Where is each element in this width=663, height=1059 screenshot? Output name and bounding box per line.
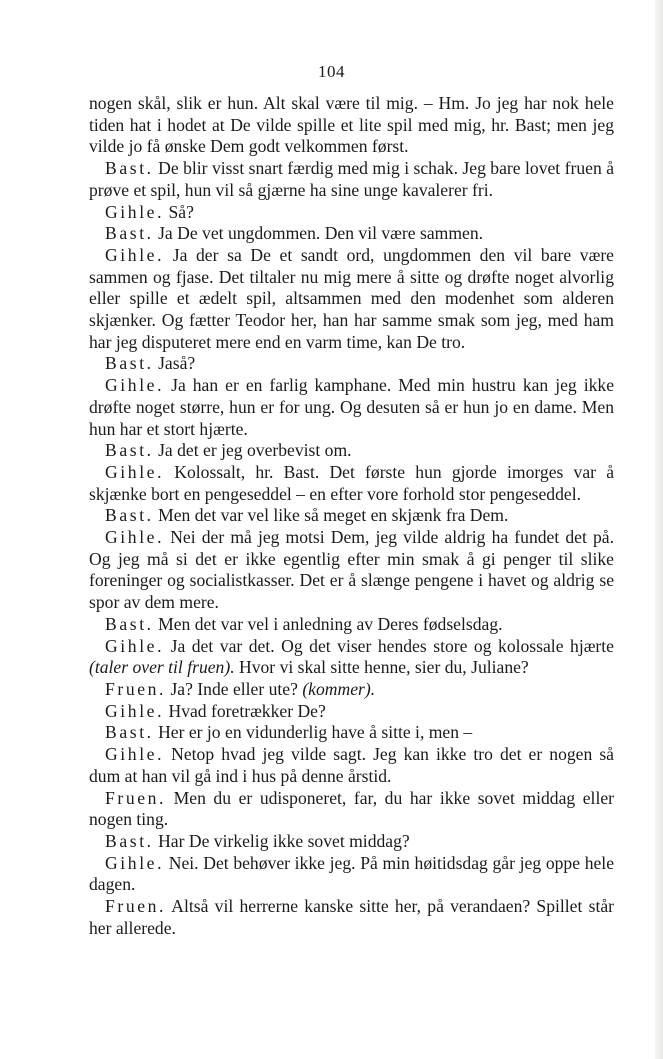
speaker-name: Bast. bbox=[105, 223, 154, 244]
speech-text: Ja der sa De et sandt ord, ungdommen den vil bare være sammen og fjase. Det tiltaler nu mig mere å sitte og drøfte noget alvorlig eller spille et ædelt spil, altsammen med den modenhet som alderen skjænker. Og fætter Teodor her, han har samme smak som jeg, med ham har jeg disputeret mere end en varm time, kan De tro. bbox=[89, 244, 614, 352]
speech-text: Men du er udisponeret, far, du har ikke sovet middag eller nogen ting. bbox=[89, 787, 614, 830]
dialogue-paragraph bbox=[89, 202, 614, 224]
page-edge-shadow bbox=[655, 0, 663, 1059]
dialogue-paragraph bbox=[89, 505, 614, 527]
dialogue-paragraph bbox=[89, 462, 614, 505]
speech-text: nogen skål, slik er hun. Alt skal være til mig. – Hm. Jo jeg har nok hele tiden hat i hodet at De vilde spille et lite spil med mig, hr. Bast; men jeg vilde jo få ønske Dem godt velkommen først. bbox=[89, 93, 614, 157]
dialogue-paragraph bbox=[89, 614, 614, 636]
speaker-name: Gihle. bbox=[105, 744, 165, 765]
speaker-name: Gihle. bbox=[105, 244, 165, 265]
dialogue-paragraph bbox=[89, 158, 614, 201]
speech-text: Jaså? bbox=[153, 353, 196, 374]
speech-text: Så? bbox=[164, 201, 194, 222]
speaker-name: Gihle. bbox=[105, 375, 165, 396]
dialogue-paragraph bbox=[89, 245, 614, 354]
speaker-name: Gihle. bbox=[105, 635, 165, 656]
dialogue-paragraph bbox=[89, 722, 614, 744]
speaker-name: Gihle. bbox=[105, 461, 165, 482]
speech-text: Ja det er jeg overbevist om. bbox=[153, 440, 352, 461]
speech-text: Altså vil herrerne kanske sitte her, på verandaen? Spillet står her allerede. bbox=[89, 896, 614, 938]
speaker-name: Gihle. bbox=[105, 700, 165, 721]
speech-text: Ja De vet ungdommen. Den vil være sammen. bbox=[153, 223, 484, 244]
speech-text: Har De virkelig ikke sovet middag? bbox=[153, 830, 410, 851]
dialogue-paragraph bbox=[89, 701, 614, 723]
speech-text: Ja han er en farlig kamphane. Med min hustru kan jeg ikke drøfte noget større, hun er for ung. Og desuten så er hun jo en dame. Men hun har et stort hjærte. bbox=[89, 375, 614, 439]
speech-text: De blir visst snart færdig med mig i schak. Jeg bare lovet fruen å prøve et spil, hun vil så gjærne ha sine unge kavalerer fri. bbox=[89, 158, 614, 200]
dialogue-paragraph bbox=[89, 223, 614, 245]
speaker-name: Bast. bbox=[105, 722, 154, 743]
speech-text: Men det var vel i anledning av Deres fødselsdag. bbox=[153, 613, 503, 634]
speech-text: Nei der må jeg motsi Dem, jeg vilde aldrig ha fundet det på. Og jeg må si det er ikke egentlig efter min smak å gi penger til slike foreninger og socialistkasser. Det er å slænge pengene i havet og aldrig se spor av dem mere. bbox=[89, 527, 614, 613]
speaker-name: Bast. bbox=[105, 830, 154, 851]
dialogue-paragraph bbox=[89, 375, 614, 440]
speaker-name: Gihle. bbox=[105, 201, 165, 222]
dialogue-paragraph bbox=[89, 353, 614, 375]
speech-text: Ja det var det. Og det viser hendes store og kolossale hjærte bbox=[164, 635, 614, 656]
speech-text: Hvor vi skal sitte henne, sier du, Juliane? bbox=[234, 657, 529, 678]
speaker-name: Fruen. bbox=[105, 896, 167, 917]
dialogue-paragraph bbox=[89, 853, 614, 896]
speaker-name: Bast. bbox=[105, 158, 154, 179]
speech-text: Kolossalt, hr. Bast. Det første hun gjorde imorges var å skjænke bort en pengeseddel – en efter vore forhold stor pengeseddel. bbox=[89, 461, 614, 504]
speaker-name: Bast. bbox=[105, 613, 154, 634]
speech-text: Netop hvad jeg vilde sagt. Jeg kan ikke tro det er nogen så dum at han vil gå ind i hus på denne årstid. bbox=[89, 744, 614, 786]
speaker-name: Fruen. bbox=[105, 787, 167, 808]
speech-text: Hvad foretrækker De? bbox=[164, 700, 326, 721]
dialogue-paragraph bbox=[89, 896, 614, 939]
speaker-name: Bast. bbox=[105, 353, 154, 374]
dialogue-paragraph bbox=[89, 744, 614, 787]
page-number: 104 bbox=[318, 62, 345, 81]
speech-text: Men det var vel like så meget en skjænk fra Dem. bbox=[153, 505, 509, 526]
speaker-name: Bast. bbox=[105, 505, 154, 526]
continuation-paragraph bbox=[89, 93, 614, 158]
body-text bbox=[89, 93, 614, 939]
dialogue-paragraph bbox=[89, 440, 614, 462]
stage-direction: (taler over til fruen). bbox=[89, 657, 235, 678]
speaker-name: Gihle. bbox=[105, 527, 165, 548]
dialogue-paragraph bbox=[89, 831, 614, 853]
speech-text: Ja? Inde eller ute? bbox=[166, 678, 303, 699]
dialogue-paragraph bbox=[89, 636, 614, 679]
dialogue-paragraph bbox=[89, 679, 614, 701]
speaker-name: Fruen. bbox=[105, 678, 167, 699]
speaker-name: Bast. bbox=[105, 440, 154, 461]
stage-direction: (kommer). bbox=[302, 678, 376, 699]
dialogue-paragraph bbox=[89, 788, 614, 831]
speaker-name: Gihle. bbox=[105, 852, 165, 873]
dialogue-paragraph bbox=[89, 527, 614, 614]
speech-text: Her er jo en vidunderlig have å sitte i, men – bbox=[153, 722, 473, 743]
speech-text: Nei. Det behøver ikke jeg. På min høitidsdag går jeg oppe hele dagen. bbox=[89, 852, 614, 895]
